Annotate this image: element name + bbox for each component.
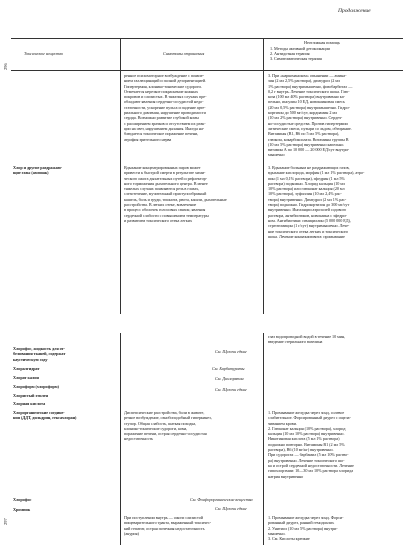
page-number-bottom: 297 [3,518,8,525]
lower-chlorofos: Хлорофос [13,497,32,502]
lower-chloroxide: Хлорная кислота [13,401,46,406]
lower-see-schelochi: См. Щелочи едкие [215,349,247,354]
lower-chlorofos-water: Хлорофос, жидкость для от- беливания тканей, содержат каустическую соду [13,346,66,362]
lower-col-divider-1 [120,333,121,545]
head-col3-sub3: 3. Симптоматическая терапия [270,56,322,61]
lower-chromates: Хромпик [13,507,31,512]
col-divider-2 [263,38,264,314]
lower-chlorate: Хлорат калия [13,375,39,380]
lower-chloral: Хлористый этилен [13,393,48,398]
lower-chloralhydrate: Хлоралгидрат [13,366,40,371]
upper-row2-aid: 3. Вдыхание больным не раздражающих газов, вдыхание кислорода, морфин (1 мл 1% раствора), атро- пин (1 мл 0,1% раствора), эфедрин (1 мл 5% раствора) подкожно. Хлорид кальция (10 мл 10% раствора) или глюконат кальция (20 мл 10% раствора), эуфиллин (10 мл 2,4% рас- твора) внутривенно. Димедрол (2 мл 1% рас- твора) подкожно. Гидрокортизон до 300 мг/сут внутривенно. Ингаляции аэрозолей содового раствора, антибиотиков, новокаина с эфедри- ном. Антибиотики: пенициллин (5 000 000 ЕД), стрептомицин (1 г/сут) внутримышечно. Лече- ние токсического отека легких и токсического шока. Лечение коньюнктивита: промывание [268,165,365,239]
upper-row1-aid: 3. При «наркоманском» опьянении — амина- зин (2 мл 2,5% раствора), димедрол (2 мл 1% раствора) внутримышечно, физобарбитал — 0,2 г внутрь. Лечение токсического шока. Глю- коза (100 мл 40% раствора) внутривенно ка- пельно, инсулин 10 ЕД, новокаиновая смесь (20 мл 0,5% раствора) внутримышечно. Гидро- кортизон до 500 мг/сут, кордиамин 2 мл (10 мл 2% раствора) внутривенно. Сердеч- но-сосудистые средства. Против гипертермии литические смеси, пузыри со льдом, обтирание. Витамины (B1, B6 по 5 мл 5% раствора), глюкоза, кокарбоксилаза. Витамины группы В (10 мл 5% раствора) внутривенно капельно. витамин А по 10 000 — 20 000 ЕД/сут внутри- мышечно [268,73,353,158]
running-head: Продолжение [338,8,371,14]
head-col1: Токсическое вещество [24,51,63,56]
head-col3-title: Неотложная помощь [304,40,340,45]
col-divider-1 [120,38,121,314]
head-col2: Симптомы отравления [163,51,205,56]
page-number-top: 296 [3,63,8,70]
lower-see-fos: См. Фосфорорганические вещества [190,497,253,502]
lower-chloroform: Хлороформ (хлороформ) [13,384,59,389]
upper-row1-symptoms: ренное психомоторное возбуждение с появле- нием галлюцинаций и полной дезориентацией. Гипертермия, клонико-тонические судороги. Отмечается нерезкое покраснение кожных покровов и слизистых. В тяжелых случаях пре- обладают явления сердечно-сосудистой недо- статочности, ускорение пульса и падение арте- риального давления, нарушение проводимости сердца. Возможно развитие глубокой комы с расширением зрачков и отсутствием их реак- ции на свет, нарушением дыхания. Иногда на- блюдается токсическое поражение печени, атрофия зрительного нерва [124,73,207,142]
upper-row2-symptoms: Вдыхание концентрированных паров может привести к быстрой смерти в результате хими- ческого ожога дыхательных путей и рефлектор- ного торможения дыхательного центра. В менее тяжелых случаях появляются резь в глазах, слезотечение, мучительный приступообразный кашель, боль и груди, тошнота, рвота, кашли, дыхательные расстройства. В легких отеке, вовлечение в процесс оболочек голосовых связок; явления сердечной слабости с повышением температуры и развитием токсического отека легких [124,165,227,223]
upper-row2-substance: Хлор и другие раздражаю- щие газы (аммиак) [13,165,63,176]
lower-see-dichlorethane: См. Дихлорэтан [215,376,244,381]
lower-chromates-aid: 1. Промывание желудка через зонд. Форси- рованный диурез, ранний гемодиализ. 2. Унитиол (10 мл 5% раствора) внутри- мышечно. 3. См. Кислоты крепкие [268,515,344,542]
lower-organochlor-aid: 1. Промывание желудка через зонд, солевое слабительное. Форсированный диурез с ощела- чиванием крови. 2. Глюконат кальция (10% раствора), хлорид кальция (10 мл 10% раствора) внутривенно. Никотиновая кислота (5 мл 1% раствора) подкожно повторно. Витамины В1 (2 мл 5% раствора), В6 (10 мг/кг) внутривенно. При судорогах — барбамил (5 мл 10% раство- ра) внутривенно. Лечение токсического шо- ка и острой сердечной недостаточности. Лечение гипохлорэмии: 10—30 мл 10% раствора хлорида натрия внутривенно [268,410,354,479]
lower-see-barbiturates: См. Барбитураты [212,366,245,371]
table-top-rule [11,38,403,39]
lower-col-divider-2 [263,333,264,545]
lower-see-alkali: См. Щелочи едкие [215,387,247,392]
lower-cont-aid: глаз водопроводной водой в течение 10 мин, введение стерильного вазелина [268,334,346,345]
lower-see-chromic: См. Щелочи едкие [215,506,247,511]
lower-organochlor: Хлорорганические соедине- ния (ДДТ, дильдрин, гексахлоран) [13,410,77,421]
lower-chromates-symptoms: При поступлении внутрь — ожоги слизистой пищеварительного тракта, выраженный токсичес- кий гепатит, острая почечная недостаточность (анурия) [124,515,212,536]
head-col3-sub2: 2. Антидотная терапия [270,51,310,56]
table-head-rule [11,70,403,71]
head-col3-sub1: 1. Методы активной детоксикации [270,46,330,51]
lower-organochlor-symptoms: Диспепсические расстройства, боли в животе, резкое возбуждение, ознобоподобный гиперкинез, ступор. Общая слабость, шаткая походка, клонико-тонические судороги, кома, поражение печени, острая сердечно-сосудистая недостаточность [124,410,212,442]
